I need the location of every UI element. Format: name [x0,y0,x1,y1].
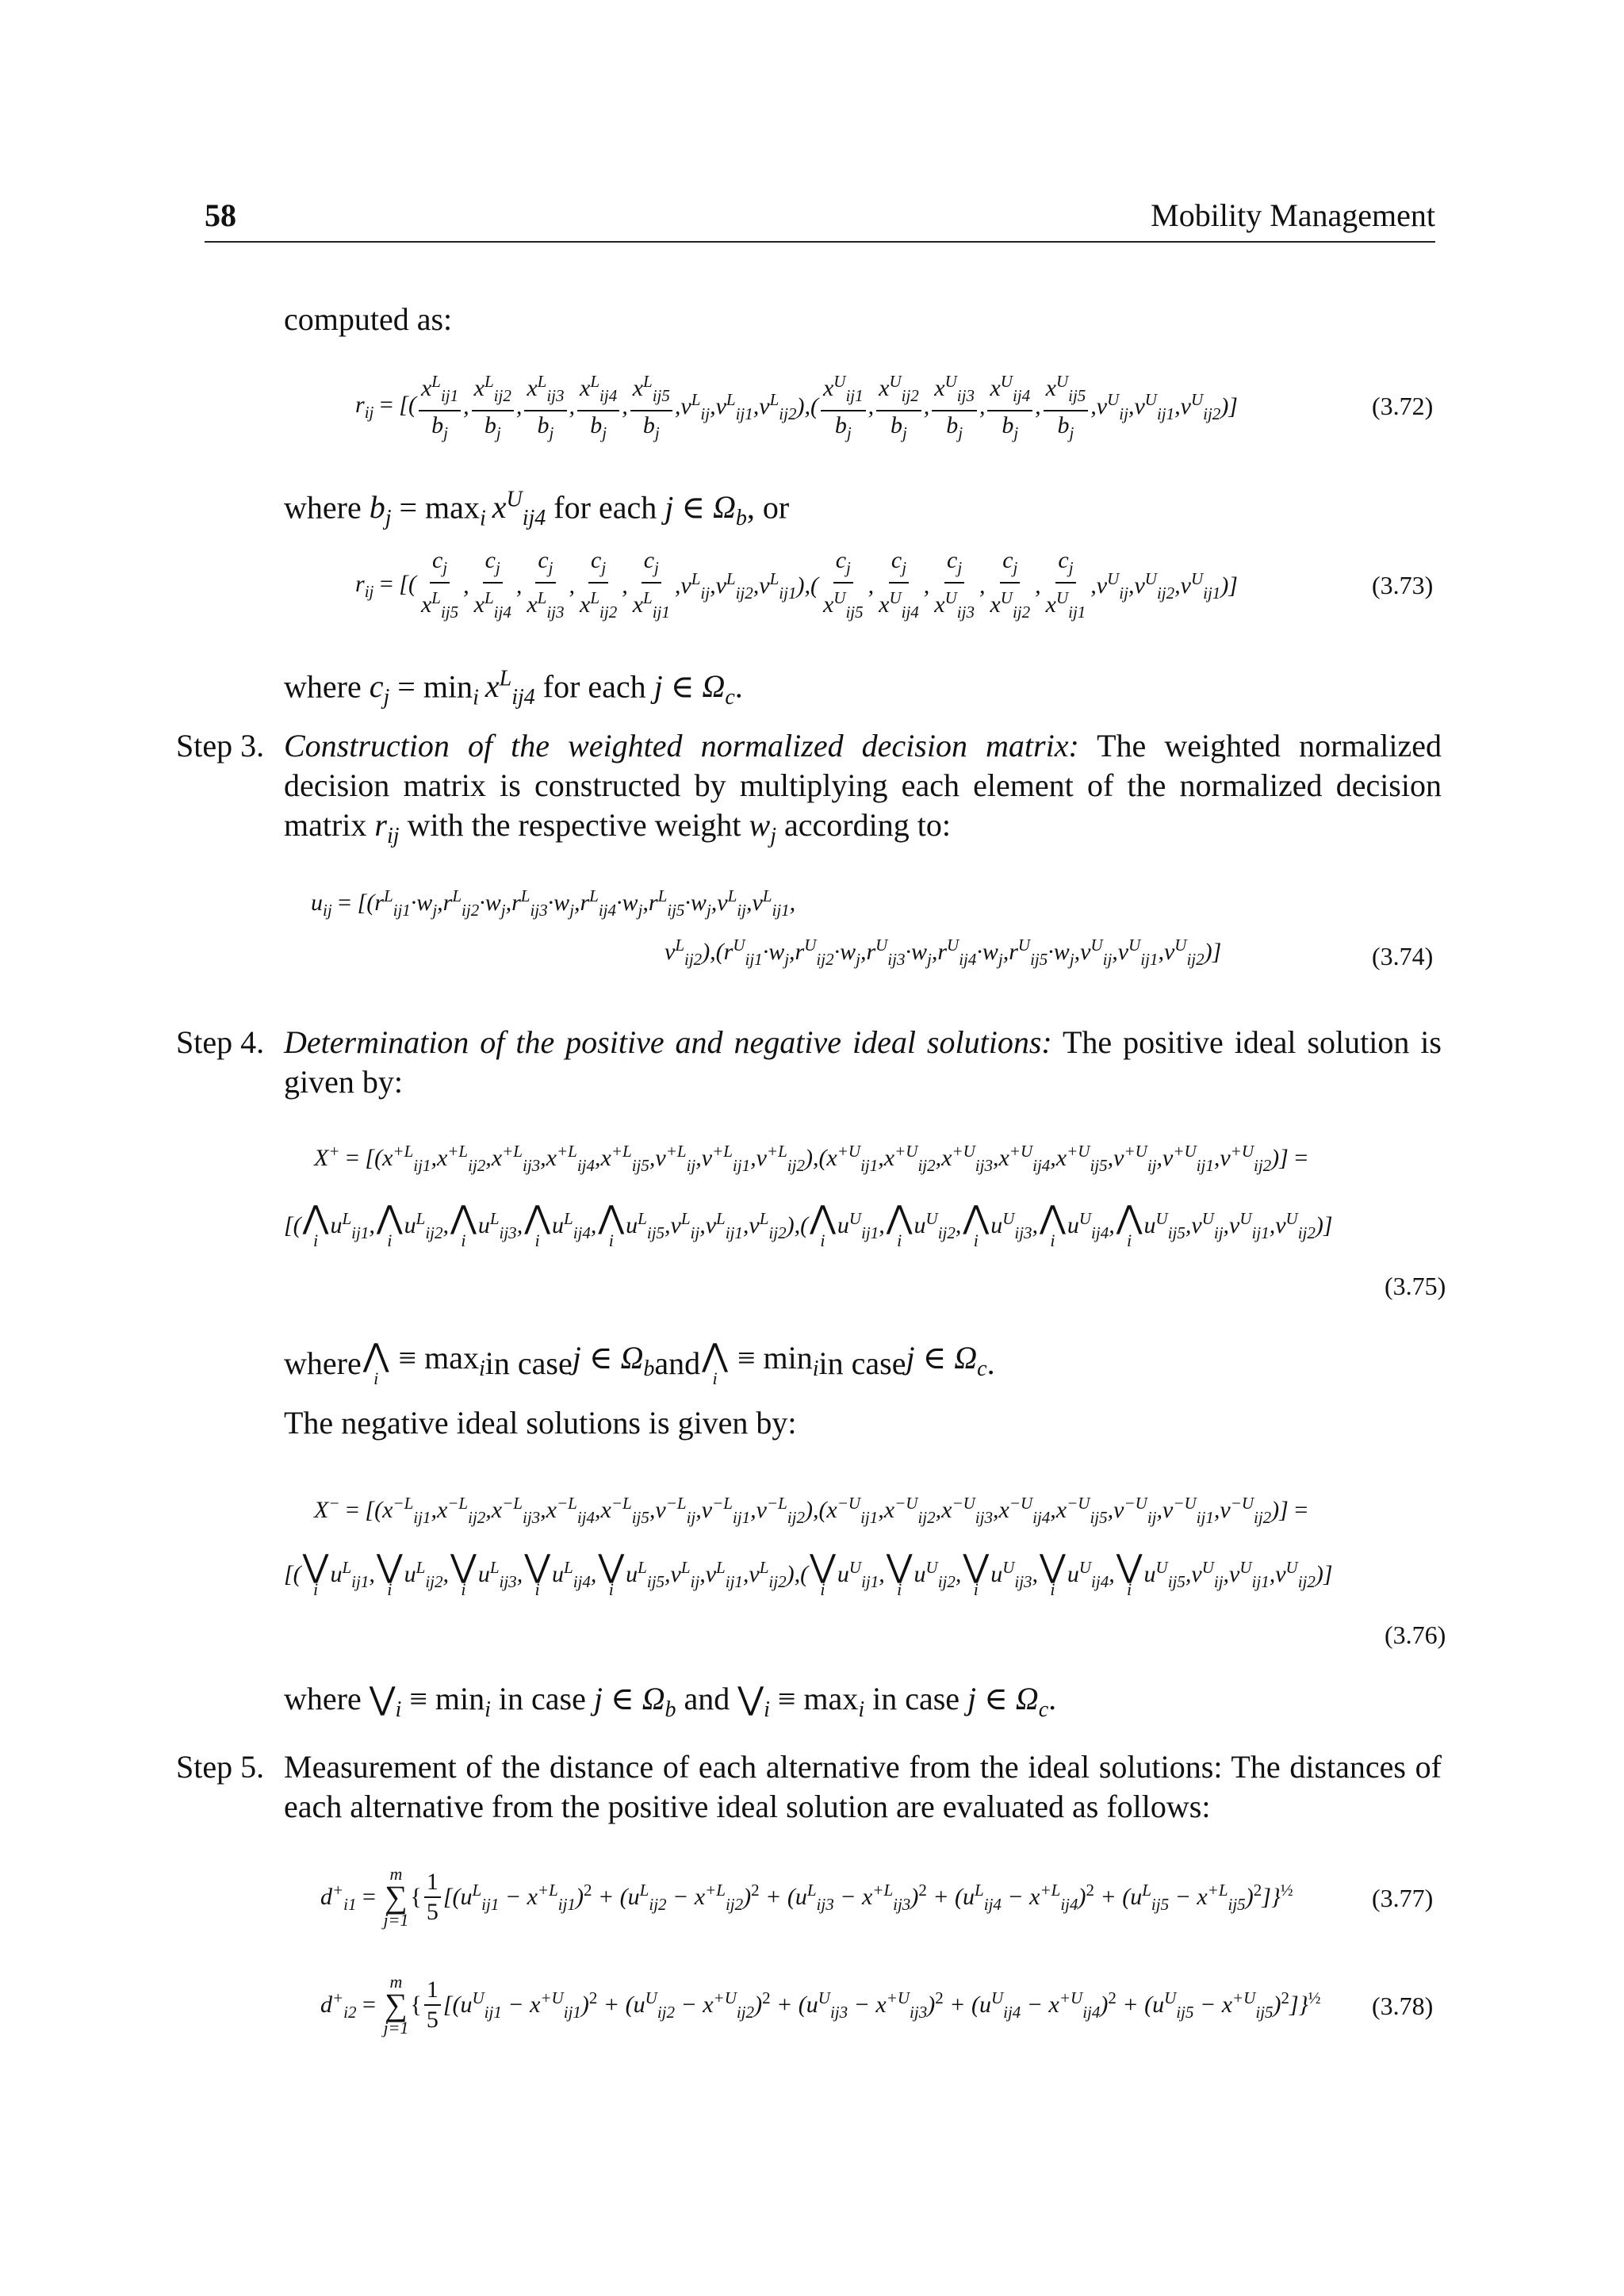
equation-3-75-line1: $X^+ = [(x^{+L}_{ij1},x^{+L}_{ij2},x^{+L}_{ij3},x^{+L}_{ij4},x^{+L}_{ij5},v^{+L}_{ij},v^{+L}_{ij1},v^{+L}_{ij2}),(x^{+U}_{ij1},x^{+U}_{ij2},x^{+U}_{ij3},x^{+U}_{ij4},x^{+U}_{ij5},v^{+U}_{ij},v^{+U}_{ij1},v^{+U}_{ij2})]$ = [314,1142,1308,1175]
equation-number: (3.76) [1385,1621,1446,1649]
step-5-label: Step 5. [176,1749,265,1785]
equation-3-76-line1: $X^- = [(x^{-L}_{ij1},x^{-L}_{ij2},x^{-L}_{ij3},x^{-L}_{ij4},x^{-L}_{ij5},v^{-L}_{ij},v^{-L}_{ij1},v^{-L}_{ij2}),(x^{-U}_{ij1},x^{-U}_{ij2},x^{-U}_{ij3},x^{-U}_{ij4},x^{-U}_{ij5},v^{-U}_{ij},v^{-U}_{ij1},v^{-U}_{ij2})]$ = [314,1494,1308,1527]
equation-3-76-line2: [( ⋁ i $u^L_{ij1}$, ⋁ i $u^L_{ij2}$, ⋁ i $u^L_{ij3}$, ⋁ i $u^L_{ij4}$, ⋁ i $u^L_{ij5},v^L_{ij},v^L_{ij1},v^L_{ij2}$),( ⋁ i $u^U_{ij1}$, ⋁ i $u^U_{ij2}$, ⋁ i $u^U_{ij3}$, ⋁ i $u^U_{ij4}$, ⋁ i $u^U_{ij5},v^U_{ij},v^U_{ij1},v^U_{ij2}$)] [284,1548,1333,1599]
page-number: 58 [205,197,236,233]
equation-3-72: $r_{ij}$ = [( $\frac{x^L_{ij1}}{b_j}$ , $\frac{x^L_{ij2}}{b_j}$ , $\frac{x^L_{ij3}}{b_j}$ , $\frac{x^L_{ij4}}{b_j}$ , $\frac{x^L_{ij5}}{b_j}$ $,v^L_{ij},v^L_{ij1},v^L_{ij2}$),( $\frac{x^U_{ij1}}{b_j}$ , $\frac{x^U_{ij2}}{b_j}$ , $\frac{x^U_{ij3}}{b_j}$ , $\frac{x^U_{ij4}}{b_j}$ , $\frac{x^U_{ij5}}{b_j}$ $,v^U_{ij},v^U_{ij1},v^U_{ij2}$)] [355,363,1238,450]
equation-number: (3.73) [1372,571,1434,599]
equation-3-78: $d^+_{i2}$ = m ∑ j=1 { $\frac{1}{5}$ $[(u^U_{ij1} - x^{+U}_{ij1})^2 + (u^U_{ij2} - x^{+U}_{ij2})^2 + (u^U_{ij3} - x^{+U}_{ij3})^2 + (u^U_{ij4} - x^{+U}_{ij4})^2 + (u^U_{ij5} - x^{+U}_{ij5})^2]\}^{\frac{1}{2}}$ [320,1972,1321,2038]
where-wedge-text: where ⋀ i ≡ $\max_i$ in case j ∈ $\Omega_b$ and ⋀ i ≡ $\min_i$ in case j ∈ $\Omega_c$ . [284,1337,995,1388]
equation-number: (3.74) [1372,942,1434,970]
equation-3-74-line1: $u_{ij} = [(r^L_{ij1}\cdot w_j,r^L_{ij2}\cdot w_j,r^L_{ij3}\cdot w_j,r^L_{ij4}\cdot w_j,r^L_{ij5}\cdot w_j,v^L_{ij},v^L_{ij1}$, [311,886,796,920]
where-b-text: where $b_j = \max_i x^U_{ij4}$ for each j ∈ $\Omega_b$, or [284,488,790,531]
equation-3-74-line2: $v^L_{ij2}),(r^U_{ij1}\cdot w_j,r^U_{ij2}\cdot w_j,r^U_{ij3}\cdot w_j,r^U_{ij4}\cdot w_j,r^U_{ij5}\cdot w_j,v^U_{ij},v^U_{ij1},v^U_{ij2})$] [665,936,1222,969]
intro-text: computed as: [284,301,453,337]
step-5-text: Measurement of the distance of each alternative from the ideal solutions: The distances of each alternative from the positive ideal solution are evaluated as follows: [284,1749,1442,1824]
where-c-text: where $c_j = \min_i x^L_{ij4}$ for each j ∈ $\Omega_c$. [284,667,743,710]
equation-number: (3.72) [1372,392,1434,420]
equation-3-73: $r_{ij}$ = [( $\frac{c_j}{x^L_{ij5}}$ , $\frac{c_j}{x^L_{ij4}}$ , $\frac{c_j}{x^L_{ij3}}$ , $\frac{c_j}{x^L_{ij2}}$ , $\frac{c_j}{x^L_{ij1}}$ $,v^L_{ij},v^L_{ij2},v^L_{ij1}$),( $\frac{c_j}{x^U_{ij5}}$ , $\frac{c_j}{x^U_{ij4}}$ , $\frac{c_j}{x^U_{ij3}}$ , $\frac{c_j}{x^U_{ij2}}$ , $\frac{c_j}{x^U_{ij1}}$ $,v^U_{ij},v^U_{ij2},v^U_{ij1}$)] [355,546,1238,622]
negative-intro-text: The negative ideal solutions is given by: [284,1405,797,1441]
where-vee-text: where $⋁_i \equiv \min_i$ in case j ∈ $\Omega_b$ and $⋁_i \equiv \max_i$ in case j ∈ $\Omega_c$. [284,1681,1057,1722]
step-4-label: Step 4. [176,1024,265,1060]
running-title: Mobility Management [1151,197,1435,233]
equation-3-75-line2: [( ⋀ i $u^L_{ij1}$, ⋀ i $u^L_{ij2}$, ⋀ i $u^L_{ij3}$, ⋀ i $u^L_{ij4}$, ⋀ i $u^L_{ij5},v^L_{ij},v^L_{ij1},v^L_{ij2}$),( ⋀ i $u^U_{ij1}$, ⋀ i $u^U_{ij2}$, ⋀ i $u^U_{ij3}$, ⋀ i $u^U_{ij4}$, ⋀ i $u^U_{ij5},v^U_{ij},v^U_{ij1},v^U_{ij2}$)] [284,1200,1333,1250]
equation-3-77: $d^+_{i1}$ = m ∑ j=1 { $\frac{1}{5}$ $[(u^L_{ij1} - x^{+L}_{ij1})^2 + (u^L_{ij2} - x^{+L}_{ij2})^2 + (u^L_{ij3} - x^{+L}_{ij3})^2 + (u^L_{ij4} - x^{+L}_{ij4})^2 + (u^L_{ij5} - x^{+L}_{ij5})^2]\}^{\frac{1}{2}}$ [320,1864,1293,1930]
equation-number: (3.78) [1372,1992,1434,2020]
equation-number: (3.77) [1372,1884,1434,1912]
equation-number: (3.75) [1385,1272,1446,1300]
header-rule [205,241,1435,243]
step-3-label: Step 3. [176,728,265,763]
step-3-text: Construction of the weighted normalized decision matrix: The weighted normalized decision matrix is constructed by multiplying each element of the normalized decision matrix $r_{ij}$ with the respective weight $w_j$ according to: [284,728,1442,848]
step-4-text: Determination of the positive and negative ideal solutions: The positive ideal solution is given by: [284,1024,1442,1100]
